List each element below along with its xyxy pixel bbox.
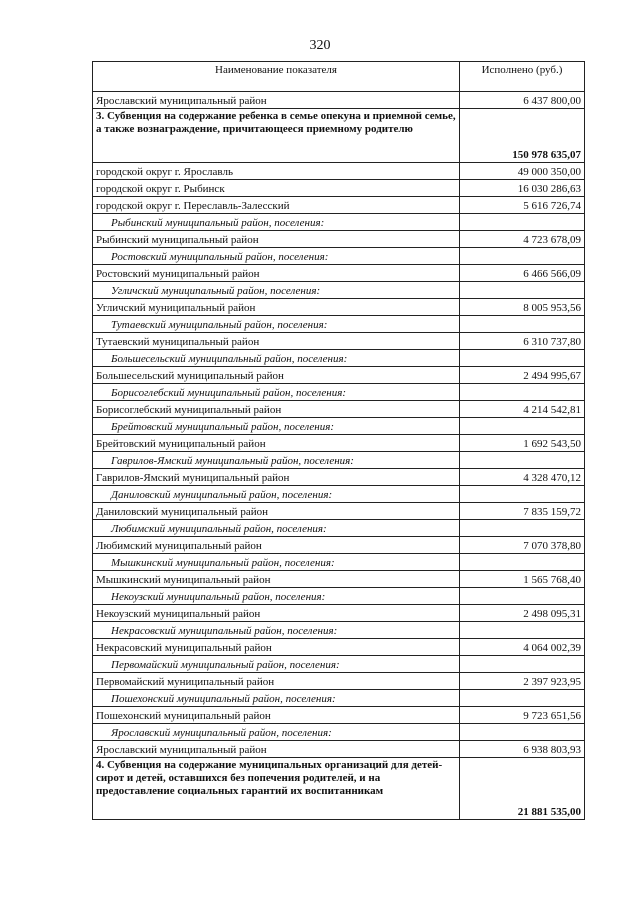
- row-value: 2 494 995,67: [460, 367, 585, 384]
- row-label: Даниловский муниципальный район, поселения:: [93, 486, 460, 503]
- row-value: 49 000 350,00: [460, 163, 585, 180]
- table-row: [93, 469, 585, 486]
- row-label: Ростовский муниципальный район, поселения:: [93, 248, 460, 265]
- row-label: Пошехонский муниципальный район: [93, 707, 460, 724]
- row-value: [460, 622, 585, 639]
- row-value: 1 565 768,40: [460, 571, 585, 588]
- subheader-row: [93, 248, 585, 265]
- row-label: Ростовский муниципальный район: [93, 265, 460, 282]
- subheader-row: [93, 588, 585, 605]
- row-label: Пошехонский муниципальный район, поселения:: [93, 690, 460, 707]
- row-value: [460, 588, 585, 605]
- row-value: [460, 690, 585, 707]
- row-label: Даниловский муниципальный район: [93, 503, 460, 520]
- row-value: 7 070 378,80: [460, 537, 585, 554]
- row-value: 6 437 800,00: [460, 92, 585, 109]
- row-value: 2 498 095,31: [460, 605, 585, 622]
- row-value: 6 310 737,80: [460, 333, 585, 350]
- table-row: [93, 571, 585, 588]
- row-value: 4 328 470,12: [460, 469, 585, 486]
- report-table: [92, 61, 585, 820]
- subheader-row: [93, 384, 585, 401]
- row-label: Большесельский муниципальный район, поселения:: [93, 350, 460, 367]
- row-value: [460, 724, 585, 741]
- table-row: [93, 333, 585, 350]
- row-value: 8 005 953,56: [460, 299, 585, 316]
- table-row: [93, 180, 585, 197]
- column-header-executed: Исполнено (руб.): [460, 62, 585, 92]
- row-value: [460, 248, 585, 265]
- table-row: [93, 367, 585, 384]
- row-label: Брейтовский муниципальный район, поселения:: [93, 418, 460, 435]
- section-row: [93, 109, 585, 163]
- row-value: [460, 554, 585, 571]
- table-row: [93, 197, 585, 214]
- table-header-row: [93, 62, 585, 92]
- table-row: [93, 673, 585, 690]
- subheader-row: [93, 452, 585, 469]
- table-row: [93, 639, 585, 656]
- section-label: 4. Субвенция на содержание муниципальных организаций для детей-сирот и детей, оставшихся без попечения родителей, и на предоставление социальных гарантий их воспитанникам: [93, 758, 460, 820]
- row-label: Ярославский муниципальный район, поселения:: [93, 724, 460, 741]
- row-value: 16 030 286,63: [460, 180, 585, 197]
- row-label: Борисоглебский муниципальный район, поселения:: [93, 384, 460, 401]
- table-row: [93, 707, 585, 724]
- row-value: 5 616 726,74: [460, 197, 585, 214]
- row-label: Ярославский муниципальный район: [93, 92, 460, 109]
- row-label: Угличский муниципальный район, поселения:: [93, 282, 460, 299]
- row-label: Тутаевский муниципальный район: [93, 333, 460, 350]
- table-row: [93, 265, 585, 282]
- row-value: [460, 316, 585, 333]
- subheader-row: [93, 622, 585, 639]
- subheader-row: [93, 486, 585, 503]
- row-label: Рыбинский муниципальный район: [93, 231, 460, 248]
- table-row: [93, 299, 585, 316]
- row-label: Рыбинский муниципальный район, поселения:: [93, 214, 460, 231]
- subheader-row: [93, 554, 585, 571]
- row-label: Брейтовский муниципальный район: [93, 435, 460, 452]
- row-value: 4 214 542,81: [460, 401, 585, 418]
- row-label: Гаврилов-Ямский муниципальный район, поселения:: [93, 452, 460, 469]
- row-label: Большесельский муниципальный район: [93, 367, 460, 384]
- subheader-row: [93, 418, 585, 435]
- row-value: 1 692 543,50: [460, 435, 585, 452]
- section-total: 150 978 635,07: [460, 109, 585, 163]
- table-row: [93, 401, 585, 418]
- row-label: Угличский муниципальный район: [93, 299, 460, 316]
- row-label: Некоузский муниципальный район, поселения:: [93, 588, 460, 605]
- row-value: [460, 418, 585, 435]
- row-value: [460, 282, 585, 299]
- row-value: 7 835 159,72: [460, 503, 585, 520]
- row-value: [460, 214, 585, 231]
- row-value: 2 397 923,95: [460, 673, 585, 690]
- row-value: 4 064 002,39: [460, 639, 585, 656]
- page-number: 320: [309, 38, 331, 53]
- row-label: городской округ г. Переславль-Залесский: [93, 197, 460, 214]
- row-label: Борисоглебский муниципальный район: [93, 401, 460, 418]
- row-label: Некрасовский муниципальный район, поселения:: [93, 622, 460, 639]
- row-label: Тутаевский муниципальный район, поселения:: [93, 316, 460, 333]
- row-label: Гаврилов-Ямский муниципальный район: [93, 469, 460, 486]
- row-value: 6 938 803,93: [460, 741, 585, 758]
- section-row: [93, 758, 585, 820]
- row-value: [460, 384, 585, 401]
- section-label: 3. Субвенция на содержание ребенка в семье опекуна и приемной семье, а также вознаграждение, причитающееся приемному родителю: [93, 109, 460, 163]
- subheader-row: [93, 214, 585, 231]
- row-label: Любимский муниципальный район: [93, 537, 460, 554]
- row-label: городской округ г. Рыбинск: [93, 180, 460, 197]
- row-label: Мышкинский муниципальный район: [93, 571, 460, 588]
- row-value: [460, 350, 585, 367]
- table-row: [93, 741, 585, 758]
- table-row: [93, 537, 585, 554]
- row-label: Любимский муниципальный район, поселения:: [93, 520, 460, 537]
- row-value: [460, 452, 585, 469]
- row-label: Первомайский муниципальный район, поселения:: [93, 656, 460, 673]
- column-header-indicator: Наименование показателя: [93, 62, 460, 92]
- row-value: 9 723 651,56: [460, 707, 585, 724]
- table-row: [93, 92, 585, 109]
- row-label: Некоузский муниципальный район: [93, 605, 460, 622]
- table-row: [93, 231, 585, 248]
- row-value: [460, 520, 585, 537]
- section-total: 21 881 535,00: [460, 758, 585, 820]
- subheader-row: [93, 690, 585, 707]
- subheader-row: [93, 282, 585, 299]
- table-row: [93, 163, 585, 180]
- table-row: [93, 605, 585, 622]
- table-row: [93, 435, 585, 452]
- row-label: Первомайский муниципальный район: [93, 673, 460, 690]
- row-value: 6 466 566,09: [460, 265, 585, 282]
- row-label: Ярославский муниципальный район: [93, 741, 460, 758]
- row-value: 4 723 678,09: [460, 231, 585, 248]
- row-label: Некрасовский муниципальный район: [93, 639, 460, 656]
- subheader-row: [93, 656, 585, 673]
- subheader-row: [93, 724, 585, 741]
- table-row: [93, 503, 585, 520]
- subheader-row: [93, 350, 585, 367]
- subheader-row: [93, 520, 585, 537]
- row-value: [460, 486, 585, 503]
- row-value: [460, 656, 585, 673]
- subheader-row: [93, 316, 585, 333]
- row-label: городской округ г. Ярославль: [93, 163, 460, 180]
- row-label: Мышкинский муниципальный район, поселения:: [93, 554, 460, 571]
